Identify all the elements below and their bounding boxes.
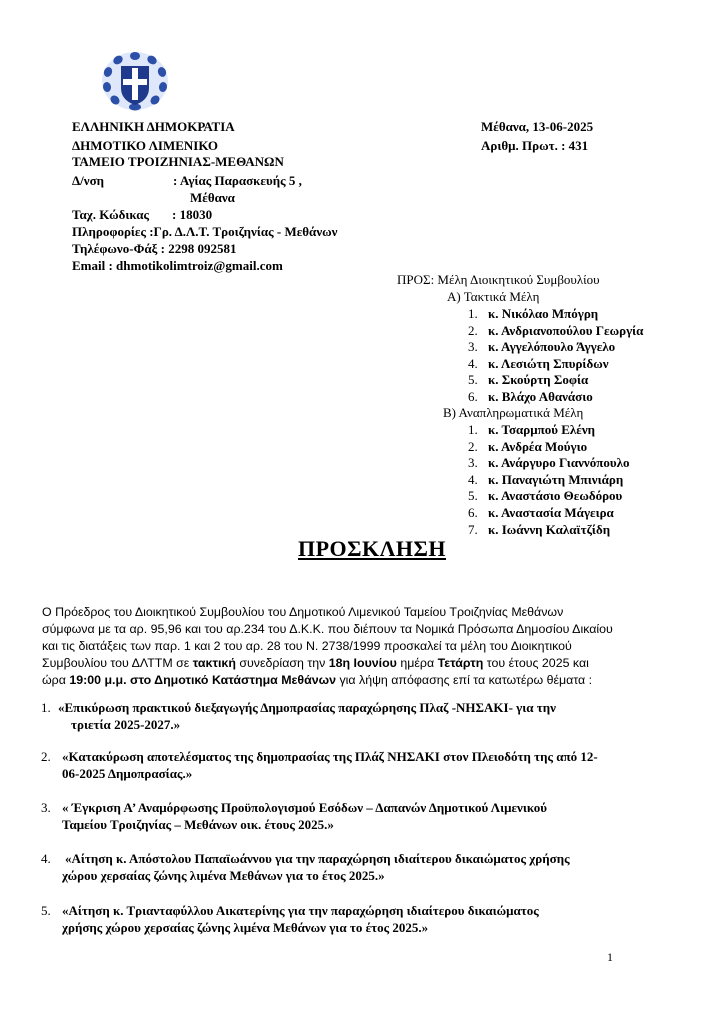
postcode-label: Ταχ. Κώδικας xyxy=(72,207,149,222)
address-city: Μέθανα xyxy=(190,190,235,205)
list-item: 2. κ. Ανδρέα Μούγιο xyxy=(468,438,588,454)
recipients-to: ΠΡΟΣ: Μέλη Διοικητικού Συμβουλίου xyxy=(397,272,600,287)
list-item: 7. κ. Ιωάννη Καλαϊτζίδη xyxy=(468,521,611,537)
coat-of-arms-emblem xyxy=(100,50,170,112)
group-a-heading: Α) Τακτικά Μέλη xyxy=(447,289,540,304)
list-item: 3. κ. Ανάργυρο Γιαννόπουλο xyxy=(468,455,630,471)
group-a-list xyxy=(468,306,643,406)
intro-paragraph: Ο Πρόεδρος του Διοικητικού Συμβουλίου του Δημοτικού Λιμενικού Ταμείου Τροιζηνίας Μεθάνων σύμφωνα με τα αρ. 95,96 και του αρ.234 του Δ.Κ.Κ. που διέπουν τα Νομικά Πρόσωπα Δημοσίου Δικαίου και τις διατάξεις των παρ. 1 και 2 του αρ. 28 του Ν. 2738/1999 προσκαλεί τα μέλη του Διοικητικού Συμβουλίου του ΔΛΤΤΜ σε τακτική συνεδρίαση την 18η Ιουνίου ημέρα Τετάρτη του έτους 2025 και ώρα 19:00 μ.μ. στο Δημοτικό Κατάστημα Μεθάνων για λήψη απόφασης επί τα κατωτέρω θέματα : xyxy=(42,605,613,687)
document-date: Μέθανα, 13-06-2025 xyxy=(481,119,594,134)
list-item: 4. κ. Λεσιώτη Σπυρίδων xyxy=(468,355,609,371)
phone-line: Τηλέφωνο-Φάξ : 2298 092581 xyxy=(72,241,237,256)
document-title: ΠΡΟΣΚΛΗΣΗ xyxy=(297,536,447,561)
list-item: 1. κ. Νικόλαο Μπόγρη xyxy=(468,306,599,321)
organization-line-2: ΤΑΜΕΙΟ ΤΡΟΙΖΗΝΙΑΣ-ΜΕΘΑΝΩΝ xyxy=(72,154,284,169)
list-item: 3. κ. Αγγελόπουλο Άγγελο xyxy=(468,339,616,355)
address-value: : Αγίας Παρασκευής 5 , xyxy=(173,173,302,188)
postcode-value: : 18030 xyxy=(172,207,213,222)
agenda-item: 3. « Έγκριση Α’ Αναμόρφωσης Προϋπολογισμού Εσόδων – Δαπανών Δημοτικού Λιμενικού Ταμείου Τροιζηνίας – Μεθάνων οικ. έτους 2025.» xyxy=(41,800,547,832)
email-line: Email : dhmotikolimtroiz@gmail.com xyxy=(72,258,283,273)
protocol-number: Αριθμ. Πρωτ. : 431 xyxy=(481,138,589,153)
agenda-item: 5. «Αίτηση κ. Τριανταφύλλου Αικατερίνης για την παραχώρηση ιδιαίτερου δικαιώματος χρήσης χώρου χερσαίας ζώνης λιμένα Μεθάνων για το έτος 2025.» xyxy=(41,903,539,935)
list-item: 1. κ. Τσαρμπού Ελένη xyxy=(468,422,596,437)
organization-line-1: ΔΗΜΟΤΙΚΟ ΛΙΜΕΝΙΚΟ xyxy=(72,138,219,153)
list-item: 6. κ. Βλάχο Αθανάσιο xyxy=(468,388,593,404)
group-b-heading: Β) Αναπληρωματικά Μέλη xyxy=(443,405,584,420)
group-b-list xyxy=(468,422,629,538)
info-line: Πληροφορίες :Γρ. Δ.Λ.Τ. Τροιζηνίας - Μεθάνων xyxy=(72,224,338,239)
list-item: 2. κ. Ανδριανοπούλου Γεωργία xyxy=(468,322,644,338)
address-label: Δ/νση xyxy=(72,173,105,188)
page-number: 1 xyxy=(607,950,613,964)
list-item: 5. κ. Αναστάσιο Θεωδόρου xyxy=(468,488,623,504)
country-name: ΕΛΛΗΝΙΚΗ ΔΗΜΟΚΡΑΤΙΑ xyxy=(72,119,235,134)
agenda-item: 4. «Αίτηση κ. Απόστολου Παπαϊωάννου για την παραχώρηση ιδιαίτερου δικαιώματος χρήσης χώρου χερσαίας ζώνης λιμένα Μεθάνων για το έτος 2025.» xyxy=(41,851,570,883)
list-item: 4. κ. Παναγιώτη Μπινιάρη xyxy=(468,471,624,487)
list-item: 6. κ. Αναστασία Μάγειρα xyxy=(468,504,614,520)
agenda-item: 1. «Επικύρωση πρακτικού διεξαγωγής Δημοπρασίας παραχώρησης Πλαζ -ΝΗΣΑΚΙ- για την τριετία 2025-2027.» xyxy=(41,700,556,732)
agenda-item: 2. «Κατακύρωση αποτελέσματος της δημοπρασίας της Πλάζ ΝΗΣΑΚΙ στον Πλειοδότη της από 12- 06-2025 Δημοπρασίας.» xyxy=(41,749,598,781)
list-item: 5. κ. Σκούρτη Σοφία xyxy=(468,372,589,388)
